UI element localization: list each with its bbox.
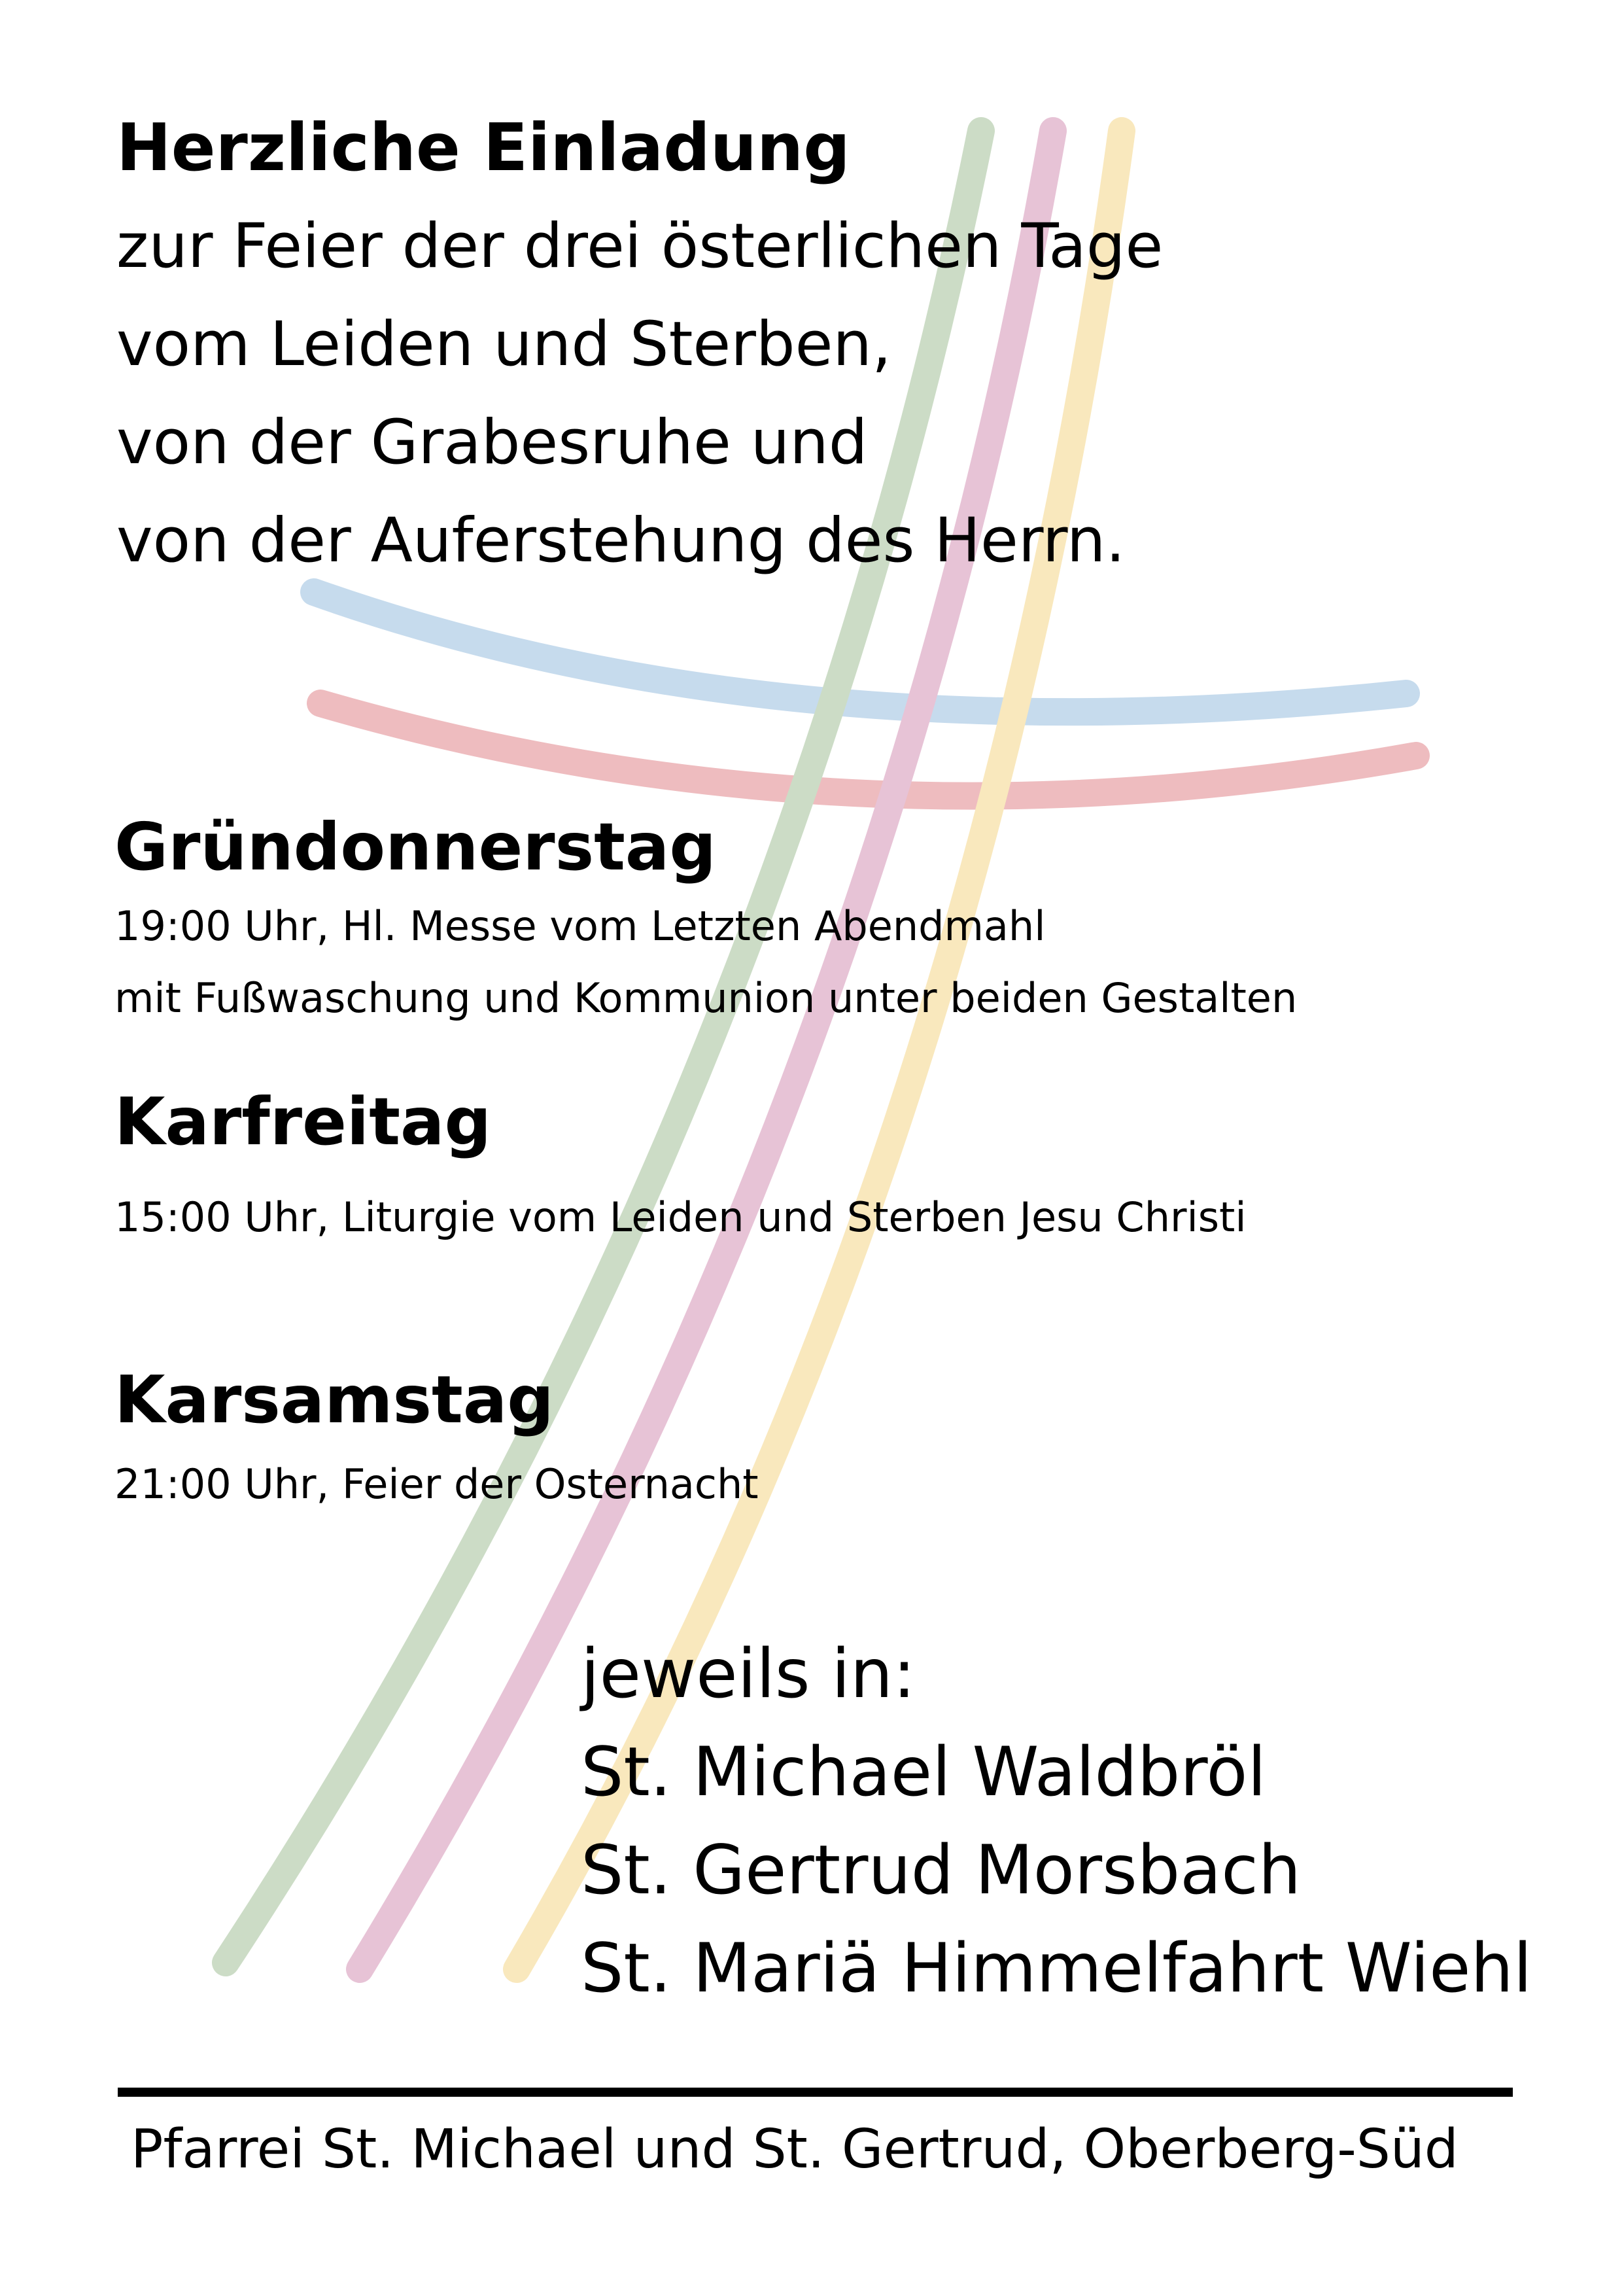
day-title-karfreitag: Karfreitag	[114, 1083, 492, 1160]
locations-heading: jeweils in:	[581, 1635, 916, 1713]
location-item: St. Mariä Himmelfahrt Wiehl	[581, 1929, 1532, 2008]
invitation-title: Herzliche Einladung	[116, 109, 850, 186]
location-item: St. Gertrud Morsbach	[581, 1831, 1302, 1910]
invitation-line: vom Leiden und Sterben,	[116, 309, 891, 380]
invitation-line: zur Feier der drei österlichen Tage	[116, 211, 1164, 282]
day-detail: 21:00 Uhr, Feier der Osternacht	[114, 1460, 759, 1508]
day-title-karsamstag: Karsamstag	[114, 1361, 554, 1438]
invitation-line: von der Grabesruhe und	[116, 407, 868, 478]
location-item: St. Michael Waldbröl	[581, 1733, 1266, 1812]
parish-footer: Pfarrei St. Michael und St. Gertrud, Oberberg-Süd	[131, 2118, 1459, 2181]
day-detail: mit Fußwaschung und Kommunion unter beiden Gestalten	[114, 974, 1298, 1022]
invitation-line: von der Auferstehung des Herrn.	[116, 505, 1126, 576]
day-detail: 15:00 Uhr, Liturgie vom Leiden und Sterben Jesu Christi	[114, 1193, 1247, 1241]
day-detail: 19:00 Uhr, Hl. Messe vom Letzten Abendmahl	[114, 902, 1046, 950]
footer-divider	[118, 2088, 1513, 2097]
day-title-gruendonnerstag: Gründonnerstag	[114, 809, 716, 885]
